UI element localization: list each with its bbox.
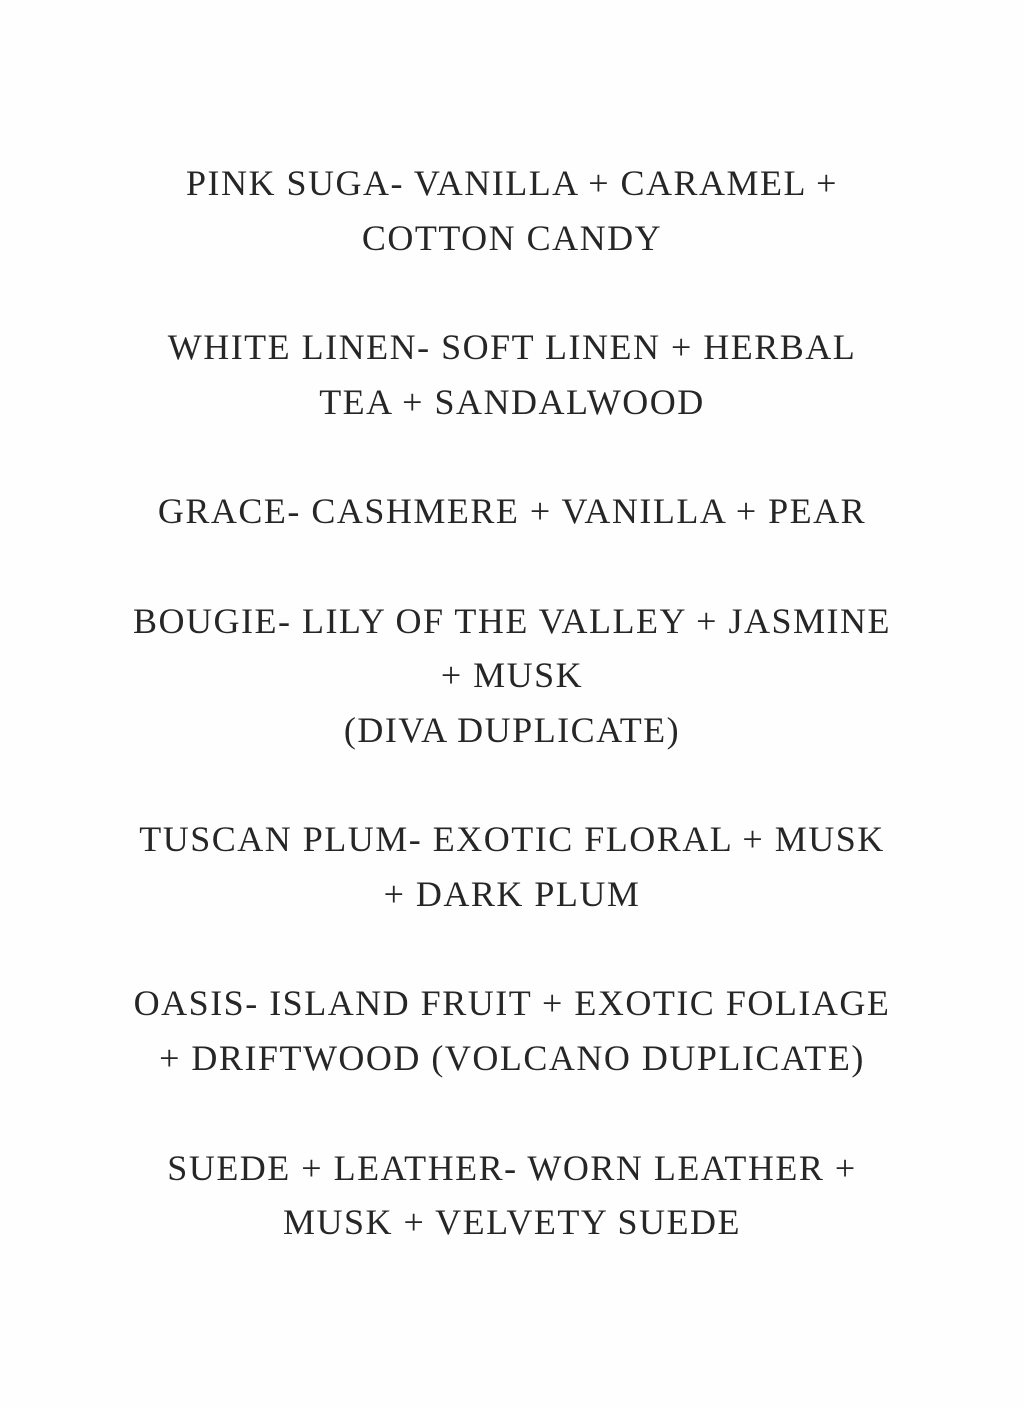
scent-list	[0, 156, 1024, 1305]
scent-oasis	[0, 976, 1024, 1085]
scent-line: TEA + SANDALWOOD	[319, 381, 705, 422]
scent-line: OASIS- ISLAND FRUIT + EXOTIC FOLIAGE	[133, 983, 891, 1024]
scent-line: GRACE- CASHMERE + VANILLA + PEAR	[157, 491, 867, 532]
scent-line: TUSCAN PLUM- EXOTIC FLORAL + MUSK	[139, 819, 885, 860]
scent-white-linen	[0, 320, 1024, 429]
scent-line: WHITE LINEN- SOFT LINEN + HERBAL	[167, 327, 857, 368]
scent-suede-leather	[0, 1141, 1024, 1250]
scent-grace	[0, 484, 1024, 539]
scent-line: + DRIFTWOOD (VOLCANO DUPLICATE)	[159, 1038, 865, 1079]
scent-line: COTTON CANDY	[361, 217, 663, 258]
scent-line: (DIVA DUPLICATE)	[343, 709, 681, 750]
scent-tuscan-plum	[0, 812, 1024, 921]
scent-line: PINK SUGA- VANILLA + CARAMEL +	[186, 163, 838, 203]
scent-line: + DARK PLUM	[383, 874, 641, 915]
scent-pink-suga	[0, 156, 1024, 265]
scent-bougie	[0, 594, 1024, 758]
scent-line: BOUGIE- LILY OF THE VALLEY + JASMINE	[132, 600, 891, 641]
scent-line: MUSK + VELVETY SUEDE	[283, 1202, 741, 1243]
scent-line: + MUSK	[440, 655, 584, 696]
scent-line: SUEDE + LEATHER- WORN LEATHER +	[167, 1147, 857, 1188]
